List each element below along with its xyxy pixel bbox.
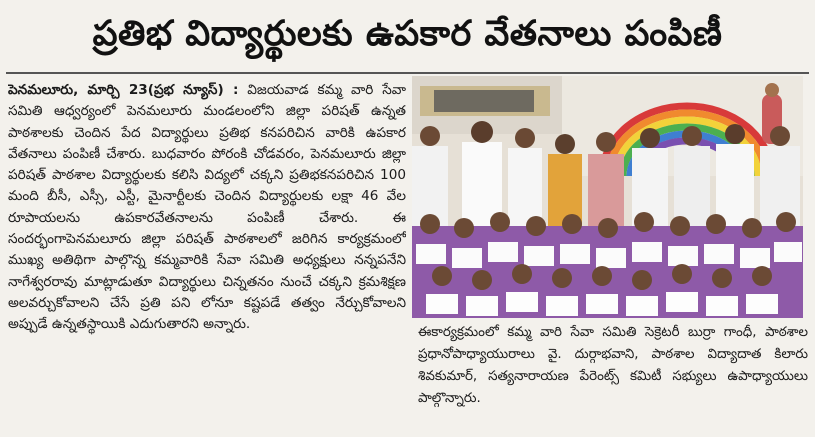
article-text: విజయవాడ కమ్మ వారి సేవా సమితి ఆధ్వర్యంలో పెనమలూరు మండలంలోని జిల్లా పరిషత్ ఉన్నత పాఠశాలకు చెందిన పేద విద్యార్థులు ప్రతిభ కనపరిచిన వారికి ఉపకార వేతనాలు పంపిణీ చేశారు. బుధవారం పోరంకి చోడవరం, పెనమలూరు జిల్లా పరిషత్ పాఠశాల విద్యార్థులకు కలిసి విద్యలో చక్కని ప్రతిభకనపరిచిన 100 మంది బీసీ, ఎస్సీ, ఎస్టీ, మైనార్టీలకు చెందిన విద్యార్థులకు లక్షా 46 వేల రూపాయలను ఉపకారవేతనాలను పంపిణీ చేశారు. ఈ సందర్భంగాపెనమలూరు జిల్లా పరిషత్ పాఠశాలలో జరిగిన కార్యక్రమంలో ముఖ్య అతిథిగా పాల్గొన్న కమ్మవారికి సేవా సమితి అధ్యక్షులు నన్నపనేని నాగేశ్వరరావు మాట్లాడుతూ విద్యార్థులు చిన్నతనం నుంచే చక్కని క్రమశిక్షణ అలవర్చుకోవాలని చేసే ప్రతి పని లోనూ కష్టపడే తత్వం నేర్చుకోవాలని అప్పుడే ఉన్నతస్థాయికి ఎదుగుతారని అన్నారు. [8, 82, 406, 333]
dateline: పెనమలూరు, మార్చి 23(ప్రభ న్యూస్) : [8, 82, 239, 98]
article-body [8, 80, 406, 432]
headline: ప్రతిభ విద్యార్థులకు ఉపకార వేతనాలు పంపిణీ [92, 14, 723, 54]
students-group [412, 212, 803, 318]
news-photo [412, 76, 803, 318]
headline-rule [6, 72, 809, 74]
photo-caption: ఈకార్యక్రమంలో కమ్మ వారి సేవా సమితి సెక్రెటరీ బుర్రా గాంధీ, పాఠశాల ప్రధానోపాధ్యాయురాలు వై. దుర్గాభవాని, పాఠశాల విద్యాదాత కిలారు శివకుమార్, సత్యనారాయణ పేరెంట్స్ కమిటీ సభ్యులు ఉపాధ్యాయులు పాల్గొన్నారు. [418, 325, 808, 406]
